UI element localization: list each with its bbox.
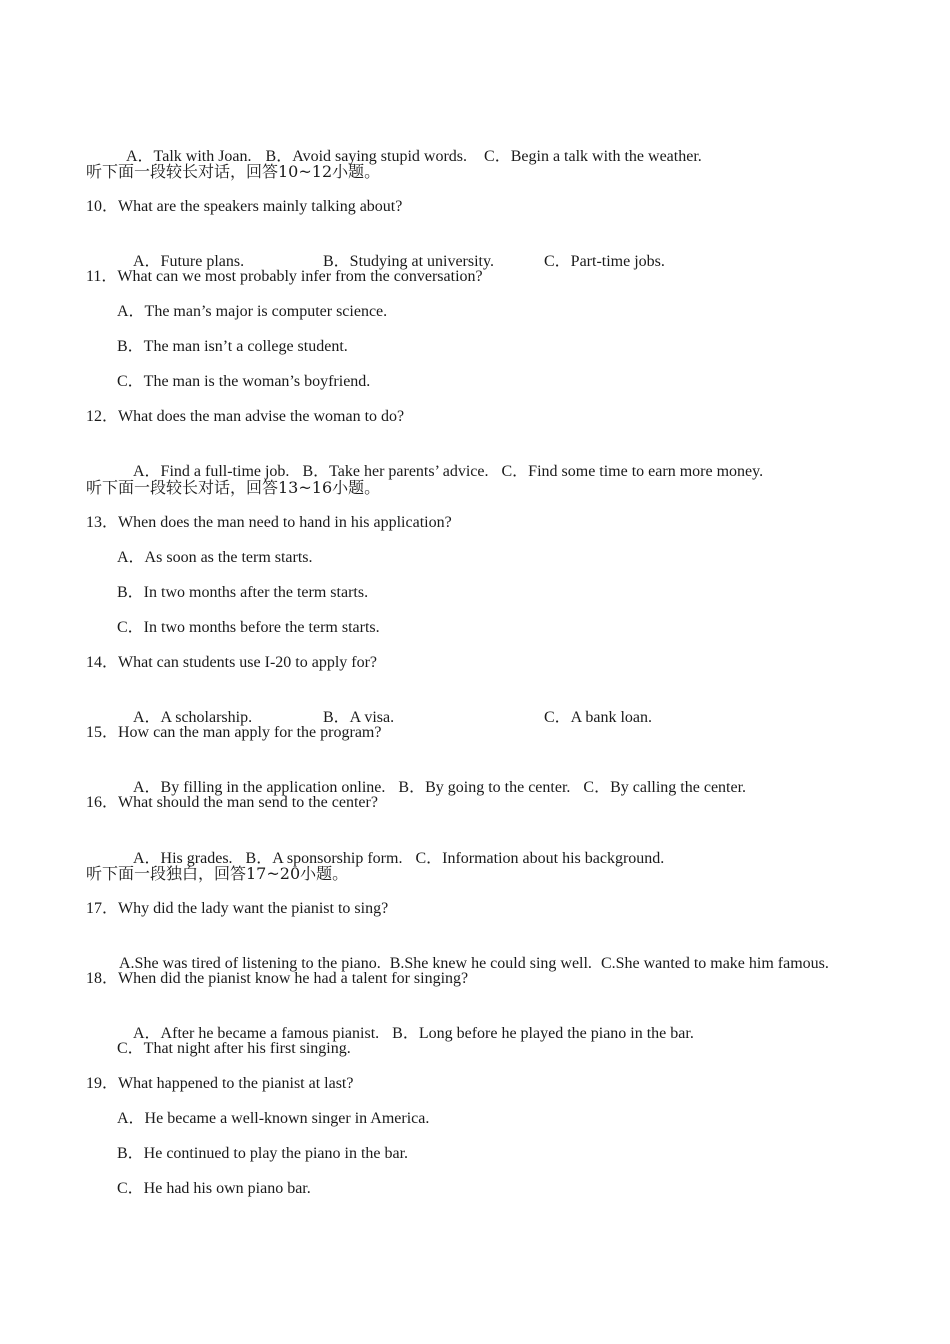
q11-option-b: B．The man isn’t a college student. [117,338,348,355]
q12-stem: 12．What does the man advise the woman to do? [86,408,405,425]
q17-options [103,934,829,972]
q15-stem: 15．How can the man apply for the program? [86,724,382,741]
q13-option-c: C．In two months before the term starts. [117,619,380,636]
section-heading-10-12: 听下面一段较长对话，回答10~12小题。 [86,162,381,181]
q17-stem: 17．Why did the lady want the pianist to sing? [86,900,389,917]
q19-option-a: A．He became a well-known singer in America. [117,1110,430,1127]
q15-option-a: A．By filling in the application online. [133,779,386,796]
section-heading-13-16: 听下面一段较长对话，回答13~16小题。 [86,478,381,497]
q11-option-a: A．The man’s major is computer science. [117,303,388,320]
section-heading-17-20: 听下面一段独白，回答17~20小题。 [86,864,349,883]
q16-stem: 16．What should the man send to the center? [86,794,378,811]
q15-option-c: C．By calling the center. [583,779,747,796]
q18-stem: 18．When did the pianist know he had a talent for singing? [86,970,469,987]
q16-option-c: C．Information about his background. [415,850,665,867]
q17-option-c: C.She wanted to make him famous. [600,955,829,972]
q10-stem: 10．What are the speakers mainly talking about? [86,198,403,215]
q10-option-b: B．Studying at university. [323,253,494,270]
q11-stem: 11．What can we most probably infer from the conversation? [86,268,483,285]
q19-option-c: C．He had his own piano bar. [117,1180,311,1197]
q9-option-c: C．Begin a talk with the weather. [484,148,702,165]
q12-option-a: A．Find a full-time job. [133,463,290,480]
q15-options [117,758,747,796]
q14-options [117,688,652,726]
q13-option-a: A．As soon as the term starts. [117,549,313,566]
q9-option-b: B．Avoid saying stupid words. [265,148,468,165]
q14-stem: 14．What can students use I-20 to apply for? [86,654,378,671]
q10-option-a: A．Future plans. [133,253,245,270]
q18-option-b: B．Long before he played the piano in the bar. [392,1025,694,1042]
q15-option-b: B．By going to the center. [398,779,571,796]
q11-option-c: C．The man is the woman’s boyfriend. [117,373,371,390]
q18-options [117,1004,694,1042]
q9-option-a: A．Talk with Joan. [126,148,252,165]
q19-stem: 19．What happened to the pianist at last? [86,1075,354,1092]
q16-options [117,829,665,867]
q10-option-c: C．Part-time jobs. [544,253,665,270]
q18-option-a: A．After he became a famous pianist. [133,1025,380,1042]
q9-options [110,127,702,165]
q19-option-b: B．He continued to play the piano in the bar. [117,1145,409,1162]
q13-option-b: B．In two months after the term starts. [117,584,369,601]
q17-option-b: B.She knew he could sing well. [389,955,592,972]
q10-options [117,232,665,270]
q12-option-c: C．Find some time to earn more money. [501,463,764,480]
q13-stem: 13．When does the man need to hand in his application? [86,514,452,531]
q14-option-a: A．A scholarship. [133,709,253,726]
q18-option-c: C．That night after his first singing. [117,1040,351,1057]
q16-option-a: A．His grades. [133,850,233,867]
q14-option-b: B．A visa. [323,709,395,726]
q16-option-b: B．A sponsorship form. [245,850,403,867]
q17-option-a: A.She was tired of listening to the piano. [119,955,381,972]
q12-option-b: B．Take her parents’ advice. [302,463,489,480]
q14-option-c: C．A bank loan. [544,709,652,726]
q12-options [117,442,764,480]
